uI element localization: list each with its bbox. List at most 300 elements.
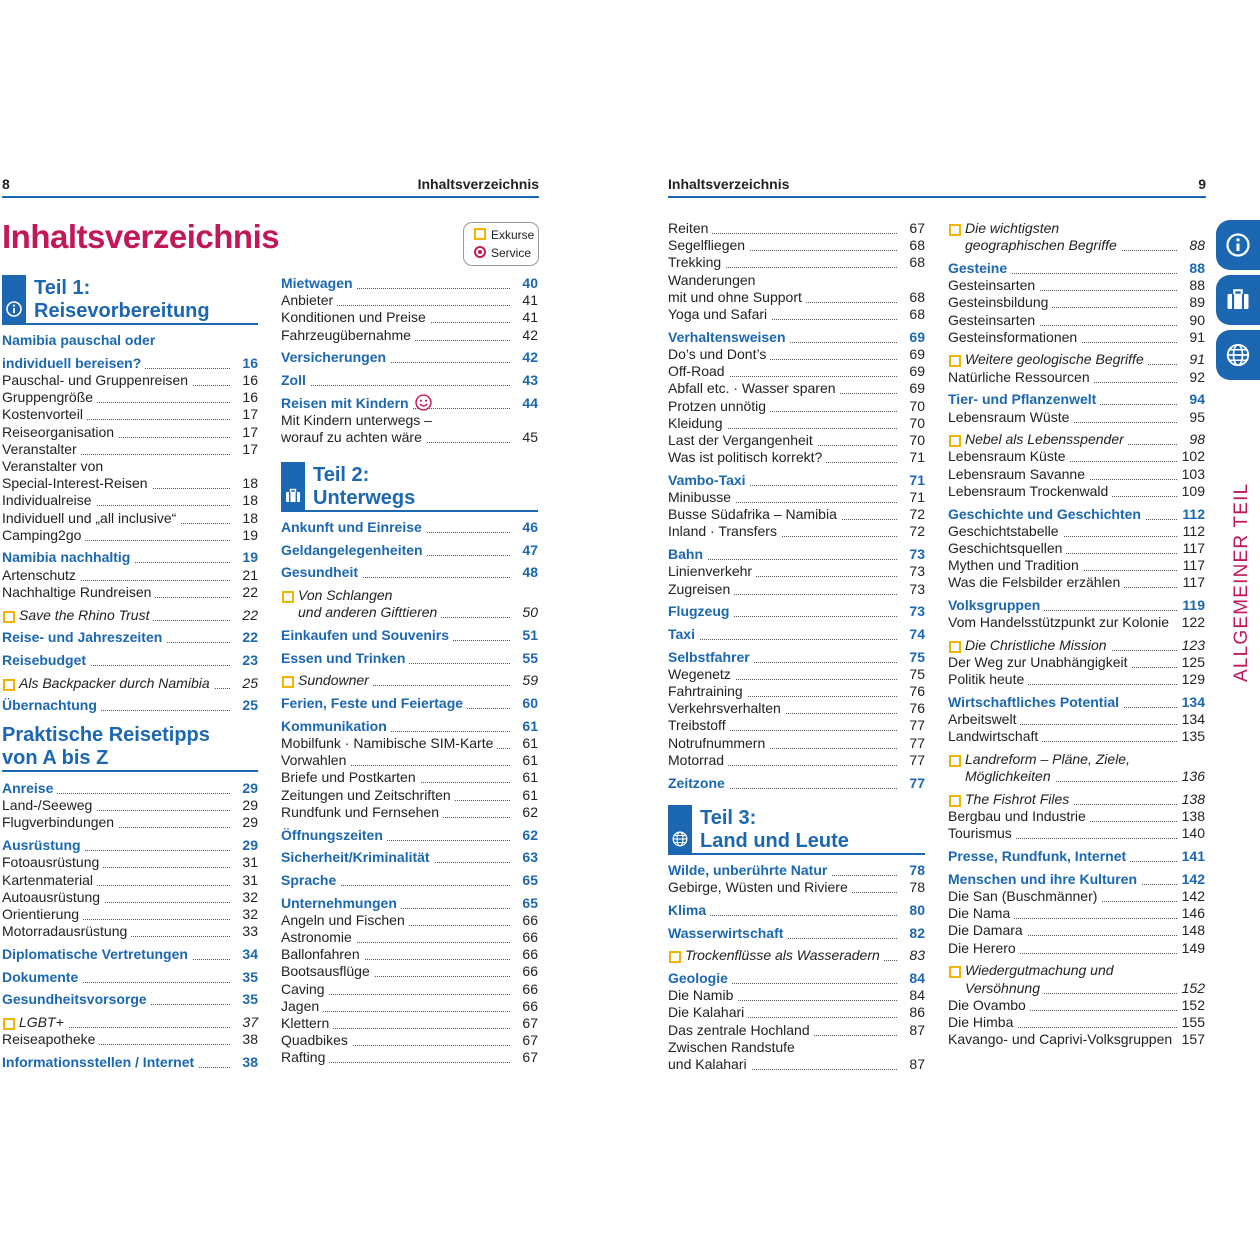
toc-entry[interactable] bbox=[668, 272, 925, 289]
toc-page-number: 29 bbox=[242, 837, 258, 854]
toc-exkurs-entry[interactable] bbox=[2, 675, 258, 692]
toc-entry[interactable] bbox=[2, 567, 258, 584]
toc-heading-entry[interactable] bbox=[2, 991, 258, 1008]
toc-heading-entry[interactable] bbox=[2, 355, 258, 372]
toc-exkurs-entry[interactable] bbox=[281, 604, 538, 621]
service-circle-icon bbox=[474, 246, 486, 258]
toc-entry[interactable] bbox=[2, 510, 258, 527]
toc-exkurs-entry[interactable] bbox=[2, 607, 258, 624]
toc-entry-label bbox=[668, 346, 899, 363]
toc-entry[interactable] bbox=[668, 449, 925, 466]
toc-entry-label bbox=[948, 980, 1179, 997]
toc-entry[interactable] bbox=[668, 346, 925, 363]
toc-page-number: 109 bbox=[1181, 482, 1205, 499]
toc-entry[interactable] bbox=[948, 728, 1205, 745]
toc-entry-label bbox=[668, 925, 899, 942]
toc-entry[interactable] bbox=[668, 380, 925, 397]
toc-entry[interactable] bbox=[948, 888, 1205, 905]
toc-heading-entry[interactable] bbox=[668, 603, 925, 620]
toc-exkurs-entry[interactable] bbox=[2, 1014, 258, 1031]
toc-entry-label bbox=[2, 492, 232, 509]
toc-entry[interactable] bbox=[948, 557, 1205, 574]
toc-entry[interactable] bbox=[948, 614, 1205, 631]
toc-entry[interactable] bbox=[668, 879, 925, 896]
toc-heading-entry[interactable] bbox=[281, 718, 538, 735]
toc-entry-label bbox=[668, 735, 899, 752]
toc-entry-text: Zeitungen und Zeitschriften bbox=[281, 787, 455, 803]
toc-page-number: 88 bbox=[1189, 277, 1205, 294]
toc-entry-label bbox=[281, 429, 512, 446]
toc-page-number: 77 bbox=[909, 734, 925, 751]
toc-entry[interactable] bbox=[948, 409, 1205, 426]
toc-entry-label bbox=[948, 523, 1179, 540]
toc-entry[interactable] bbox=[668, 415, 925, 432]
toc-page-number: 117 bbox=[1182, 574, 1205, 591]
toc-entry[interactable] bbox=[948, 540, 1205, 557]
toc-page-number: 80 bbox=[909, 901, 925, 918]
toc-entry-text: Anbieter bbox=[281, 292, 337, 308]
toc-heading-entry[interactable] bbox=[948, 694, 1205, 711]
toc-heading-entry[interactable] bbox=[2, 629, 258, 646]
toc-entry[interactable] bbox=[668, 717, 925, 734]
toc-entry[interactable] bbox=[948, 997, 1205, 1014]
toc-entry-text: Landwirtschaft bbox=[948, 728, 1042, 744]
toc-entry[interactable] bbox=[668, 306, 925, 323]
toc-entry[interactable] bbox=[668, 1022, 925, 1039]
toc-entry[interactable] bbox=[668, 683, 925, 700]
toc-heading-entry[interactable] bbox=[2, 549, 258, 566]
toc-entry-label bbox=[948, 768, 1179, 785]
toc-exkurs-entry[interactable] bbox=[948, 637, 1205, 654]
toc-entry-label bbox=[948, 654, 1179, 671]
column-4 bbox=[948, 220, 1205, 1080]
toc-page-number: 77 bbox=[909, 774, 925, 791]
toc-entry[interactable] bbox=[948, 825, 1205, 842]
toc-entry-label bbox=[2, 527, 232, 544]
toc-entry-label bbox=[2, 629, 232, 646]
toc-entry[interactable] bbox=[2, 424, 258, 441]
toc-entry[interactable] bbox=[2, 492, 258, 509]
toc-heading-entry[interactable] bbox=[281, 695, 538, 712]
toc-entry-label bbox=[668, 752, 899, 769]
toc-exkurs-entry[interactable] bbox=[948, 768, 1205, 785]
toc-page-number: 65 bbox=[522, 871, 538, 888]
toc-entry-text: Bootsausflüge bbox=[281, 963, 374, 979]
toc-exkurs-entry[interactable] bbox=[281, 672, 538, 689]
toc-entry-label bbox=[281, 349, 512, 366]
toc-entry-text: Versicherungen bbox=[281, 349, 390, 365]
toc-exkurs-entry[interactable] bbox=[948, 351, 1205, 368]
toc-entry[interactable] bbox=[2, 441, 258, 458]
toc-entry[interactable] bbox=[281, 998, 538, 1015]
toc-entry-label bbox=[281, 872, 512, 889]
toc-exkurs-entry[interactable] bbox=[948, 980, 1205, 997]
toc-entry[interactable] bbox=[2, 372, 258, 389]
toc-heading-entry[interactable] bbox=[281, 349, 538, 366]
toc-heading-entry[interactable] bbox=[281, 827, 538, 844]
toc-entry[interactable] bbox=[281, 1032, 538, 1049]
toc-entry[interactable] bbox=[668, 1004, 925, 1021]
toc-entry[interactable] bbox=[948, 922, 1205, 939]
side-tab-unterwegs[interactable] bbox=[1216, 275, 1260, 325]
toc-heading-entry[interactable] bbox=[668, 472, 925, 489]
toc-entry-text: Individuell und „all inclusive“ bbox=[2, 510, 180, 526]
toc-entry-text: Verhaltensweisen bbox=[668, 329, 790, 345]
toc-entry-text: Protzen unnötig bbox=[668, 398, 770, 414]
toc-heading-entry[interactable] bbox=[948, 848, 1205, 865]
toc-entry-label bbox=[668, 449, 899, 466]
toc-page-number: 38 bbox=[242, 1053, 258, 1070]
toc-page-number: 33 bbox=[242, 923, 258, 940]
toc-page-number: 22 bbox=[242, 606, 258, 623]
toc-entry-label bbox=[281, 752, 512, 769]
toc-entry[interactable] bbox=[2, 854, 258, 871]
toc-heading-entry[interactable] bbox=[2, 697, 258, 714]
toc-heading-entry[interactable] bbox=[668, 329, 925, 346]
toc-entry-text: Geschichtsquellen bbox=[948, 540, 1066, 556]
toc-entry[interactable] bbox=[668, 581, 925, 598]
toc-entry[interactable] bbox=[948, 483, 1205, 500]
toc-page-number: 88 bbox=[1189, 259, 1205, 276]
toc-entry-text: Treibstoff bbox=[668, 717, 730, 733]
toc-entry[interactable] bbox=[948, 940, 1205, 957]
toc-entry[interactable] bbox=[668, 987, 925, 1004]
toc-page-number: 149 bbox=[1181, 939, 1205, 956]
toc-heading-entry[interactable] bbox=[281, 542, 538, 559]
toc-page-number: 69 bbox=[909, 345, 925, 362]
toc-page-number: 21 bbox=[242, 566, 258, 583]
side-tab-land-und-leute[interactable] bbox=[1216, 330, 1260, 380]
toc-heading-entry[interactable] bbox=[2, 652, 258, 669]
toc-entry[interactable] bbox=[2, 906, 258, 923]
toc-entry-text: Zeitzone bbox=[668, 775, 729, 791]
toc-entry[interactable] bbox=[281, 912, 538, 929]
toc-entry[interactable] bbox=[948, 369, 1205, 386]
toc-entry[interactable] bbox=[668, 254, 925, 271]
toc-heading-entry[interactable] bbox=[948, 260, 1205, 277]
toc-entry-label bbox=[281, 735, 512, 752]
toc-page-number: 71 bbox=[909, 489, 925, 505]
toc-entry[interactable] bbox=[668, 523, 925, 540]
toc-entry[interactable] bbox=[2, 814, 258, 831]
toc-heading-entry[interactable] bbox=[281, 395, 538, 412]
toc-entry[interactable] bbox=[948, 808, 1205, 825]
legend-exkurse bbox=[474, 227, 534, 243]
toc-entry-label bbox=[948, 922, 1179, 939]
toc-entry-label bbox=[668, 649, 899, 666]
toc-page-number: 31 bbox=[242, 854, 258, 871]
toc-heading-entry[interactable] bbox=[2, 1054, 258, 1071]
toc-entry-text: worauf zu achten wäre bbox=[281, 429, 426, 445]
toc-entry[interactable] bbox=[668, 666, 925, 683]
toc-entry[interactable] bbox=[2, 872, 258, 889]
toc-entry[interactable] bbox=[2, 406, 258, 423]
toc-entry[interactable] bbox=[2, 923, 258, 940]
toc-entry[interactable] bbox=[948, 329, 1205, 346]
toc-heading-entry[interactable] bbox=[2, 780, 258, 797]
toc-entry-label bbox=[2, 332, 232, 349]
toc-heading-entry[interactable] bbox=[948, 506, 1205, 523]
toc-entry[interactable] bbox=[948, 1014, 1205, 1031]
toc-entry-label bbox=[2, 584, 232, 601]
toc-heading-entry[interactable] bbox=[948, 597, 1205, 614]
toc-heading-entry[interactable] bbox=[948, 391, 1205, 408]
toc-entry-label bbox=[281, 627, 512, 644]
toc-entry[interactable] bbox=[668, 237, 925, 254]
toc-exkurs-entry[interactable] bbox=[668, 947, 925, 964]
toc-heading-entry[interactable] bbox=[281, 895, 538, 912]
toc-entry[interactable] bbox=[948, 312, 1205, 329]
toc-entry[interactable] bbox=[281, 292, 538, 309]
toc-page-number: 68 bbox=[909, 254, 925, 271]
toc-entry[interactable] bbox=[668, 220, 925, 237]
toc-exkurs-entry[interactable] bbox=[948, 791, 1205, 808]
toc-entry-label bbox=[948, 294, 1179, 311]
toc-entry-text: Einkaufen und Souvenirs bbox=[281, 627, 453, 643]
toc-entry-label bbox=[948, 329, 1179, 346]
toc-entry-text: Klima bbox=[668, 902, 710, 918]
toc-entry[interactable] bbox=[281, 327, 538, 344]
toc-exkurs-entry[interactable] bbox=[948, 220, 1205, 237]
toc-entry-label bbox=[2, 389, 232, 406]
toc-entry-text: Trekking bbox=[668, 254, 725, 270]
toc-entry[interactable] bbox=[281, 963, 538, 980]
toc-heading-entry[interactable] bbox=[281, 372, 538, 389]
toc-page-number: 119 bbox=[1182, 597, 1205, 613]
toc-entry-label bbox=[948, 751, 1179, 768]
toc-entry[interactable] bbox=[948, 294, 1205, 311]
toc-page-number: 60 bbox=[522, 695, 538, 712]
toc-entry-label bbox=[948, 825, 1179, 842]
toc-entry[interactable] bbox=[668, 752, 925, 769]
toc-entry-text: Reise- und Jahreszeiten bbox=[2, 629, 166, 645]
toc-heading-entry[interactable] bbox=[281, 627, 538, 644]
toc-page-number: 76 bbox=[909, 683, 925, 699]
teil-3-heading bbox=[668, 805, 925, 855]
toc-entry[interactable] bbox=[668, 1056, 925, 1073]
toc-heading-entry[interactable] bbox=[281, 519, 538, 536]
toc-entry[interactable] bbox=[2, 584, 258, 601]
toc-page-number: 66 bbox=[522, 911, 538, 928]
toc-entry-text: Verkehrsverhalten bbox=[668, 700, 785, 716]
toc-entry[interactable] bbox=[2, 889, 258, 906]
toc-entry-text: Sprache bbox=[281, 872, 340, 888]
toc-heading-entry[interactable] bbox=[668, 862, 925, 879]
toc-entry-text: Abfall etc. · Wasser sparen bbox=[668, 380, 840, 396]
toc-entry-label bbox=[948, 694, 1179, 711]
toc-entry-label bbox=[2, 424, 232, 441]
toc-entry-label bbox=[281, 309, 512, 326]
toc-entry-text: Briefe und Postkarten bbox=[281, 769, 420, 785]
toc-entry-label bbox=[948, 597, 1179, 614]
toc-entry[interactable] bbox=[281, 1015, 538, 1032]
toc-entry[interactable] bbox=[281, 946, 538, 963]
toc-entry[interactable] bbox=[948, 466, 1205, 483]
toc-exkurs-entry[interactable] bbox=[948, 751, 1205, 768]
toc-entry[interactable] bbox=[281, 769, 538, 786]
toc-entry-text: Die Himba bbox=[948, 1014, 1017, 1030]
toc-heading-entry[interactable] bbox=[281, 872, 538, 889]
toc-entry-label bbox=[668, 306, 899, 323]
toc-entry[interactable] bbox=[948, 905, 1205, 922]
toc-entry-text: Geldangelegenheiten bbox=[281, 542, 427, 558]
toc-entry[interactable] bbox=[281, 787, 538, 804]
toc-entry-text: Busse Südafrika – Namibia bbox=[668, 506, 841, 522]
toc-page-number: 92 bbox=[1189, 368, 1205, 385]
toc-entry[interactable] bbox=[2, 527, 258, 544]
exkurs-square-icon bbox=[3, 1018, 15, 1030]
toc-entry[interactable] bbox=[948, 277, 1205, 294]
toc-page-number: 90 bbox=[1189, 311, 1205, 328]
toc-entry-label bbox=[668, 254, 899, 271]
toc-entry-label bbox=[668, 415, 899, 432]
toc-heading-entry[interactable] bbox=[668, 626, 925, 643]
toc-heading-entry[interactable] bbox=[281, 564, 538, 581]
toc-entry[interactable] bbox=[948, 671, 1205, 688]
toc-entry-text: Politik heute bbox=[948, 671, 1028, 687]
toc-entry-label bbox=[281, 519, 512, 536]
toc-entry-text: Linienverkehr bbox=[668, 563, 756, 579]
toc-entry-label bbox=[668, 563, 899, 580]
toc-page-number: 69 bbox=[909, 363, 925, 380]
toc-heading-entry[interactable] bbox=[668, 970, 925, 987]
toc-entry-label bbox=[2, 652, 232, 669]
toc-entry[interactable] bbox=[281, 412, 538, 429]
teil-3-number: Teil 3: bbox=[700, 807, 757, 829]
toc-page-number: 84 bbox=[909, 970, 925, 986]
side-tab-info[interactable] bbox=[1216, 220, 1260, 270]
toc-page-number: 31 bbox=[242, 871, 258, 888]
toc-entry[interactable] bbox=[281, 735, 538, 752]
toc-entry[interactable] bbox=[281, 752, 538, 769]
toc-entry-label bbox=[2, 780, 232, 797]
toc-entry[interactable] bbox=[281, 804, 538, 821]
toc-entry[interactable] bbox=[668, 700, 925, 717]
toc-entry[interactable] bbox=[668, 398, 925, 415]
toc-entry[interactable] bbox=[281, 429, 538, 446]
toc-page-number: 87 bbox=[909, 1021, 925, 1038]
toc-entry-label bbox=[948, 637, 1179, 654]
toc-entry-text: Lebensraum Wüste bbox=[948, 409, 1073, 425]
toc-page-number: 55 bbox=[522, 649, 538, 666]
toc-heading-entry[interactable] bbox=[2, 946, 258, 963]
exkurs-square-icon bbox=[949, 641, 961, 653]
toc-page-number: 95 bbox=[1189, 408, 1205, 425]
toc-heading-entry[interactable] bbox=[2, 969, 258, 986]
toc-entry[interactable] bbox=[668, 432, 925, 449]
toc-heading-entry[interactable] bbox=[668, 902, 925, 919]
toc-entry-label bbox=[668, 603, 899, 620]
toc-entry-label bbox=[281, 650, 512, 667]
toc-entry[interactable] bbox=[281, 1049, 538, 1066]
toc-entry-label bbox=[2, 854, 232, 871]
toc-entry-text: Autoausrüstung bbox=[2, 889, 104, 905]
toc-entry-label bbox=[2, 607, 232, 624]
toc-entry[interactable] bbox=[948, 654, 1205, 671]
toc-entry-text: Vambo-Taxi bbox=[668, 472, 750, 488]
toc-page-number: 74 bbox=[909, 625, 925, 642]
toc-heading-entry[interactable] bbox=[668, 546, 925, 563]
toc-heading-entry[interactable] bbox=[948, 871, 1205, 888]
side-label bbox=[1216, 446, 1260, 682]
toc-entry[interactable] bbox=[948, 574, 1205, 591]
toc-page-number: 73 bbox=[909, 580, 925, 597]
toc-page-number: 66 bbox=[522, 963, 538, 980]
toc-entry[interactable] bbox=[281, 309, 538, 326]
toc-entry[interactable] bbox=[668, 506, 925, 523]
right-page-header bbox=[668, 176, 1206, 198]
toc-entry[interactable] bbox=[948, 711, 1205, 728]
toc-entry[interactable] bbox=[2, 475, 258, 492]
toc-entry[interactable] bbox=[668, 363, 925, 380]
toc-entry-text: Namibia pauschal oder bbox=[2, 332, 159, 348]
toc-entry[interactable] bbox=[2, 797, 258, 814]
toc-entry-label bbox=[948, 557, 1179, 574]
toc-entry-label bbox=[2, 549, 232, 566]
toc-entry[interactable] bbox=[668, 289, 925, 306]
toc-entry-label bbox=[948, 369, 1179, 386]
toc-entry[interactable] bbox=[281, 981, 538, 998]
toc-entry[interactable] bbox=[668, 489, 925, 506]
toc-heading-entry[interactable] bbox=[281, 849, 538, 866]
toc-exkurs-entry[interactable] bbox=[948, 237, 1205, 254]
toc-page-number: 37 bbox=[242, 1013, 258, 1030]
toc-exkurs-entry[interactable] bbox=[948, 431, 1205, 448]
toc-entry[interactable] bbox=[281, 929, 538, 946]
toc-page-number: 22 bbox=[242, 629, 258, 646]
toc-entry[interactable] bbox=[2, 389, 258, 406]
exkurs-square-icon bbox=[282, 591, 294, 603]
toc-entry-text: Minibusse bbox=[668, 489, 735, 505]
toc-page-number: 152 bbox=[1181, 996, 1205, 1013]
toc-heading-entry[interactable] bbox=[2, 837, 258, 854]
toc-entry[interactable] bbox=[2, 1031, 258, 1048]
toc-entry-text: Zoll bbox=[281, 372, 310, 388]
toc-entry-text: Angeln und Fischen bbox=[281, 912, 409, 928]
toc-exkurs-entry[interactable] bbox=[281, 587, 538, 604]
toc-entry-label bbox=[948, 997, 1179, 1014]
toc-entry-label bbox=[668, 947, 899, 964]
toc-heading-entry[interactable] bbox=[281, 650, 538, 667]
toc-entry-label bbox=[948, 237, 1179, 254]
toc-entry[interactable] bbox=[2, 458, 258, 475]
toc-entry[interactable] bbox=[948, 1031, 1205, 1048]
toc-entry-text: Die Herero bbox=[948, 940, 1020, 956]
exkurs-square-icon bbox=[949, 435, 961, 447]
toc-heading-entry[interactable] bbox=[668, 775, 925, 792]
toc-page-number: 69 bbox=[909, 380, 925, 397]
toc-entry-text: Kleidung bbox=[668, 415, 727, 431]
toc-entry-text: geographischen Begriffe bbox=[948, 237, 1121, 253]
toc-entry[interactable] bbox=[668, 563, 925, 580]
toc-page-number: 47 bbox=[522, 541, 538, 558]
toc-heading-entry[interactable] bbox=[281, 275, 538, 292]
toc-exkurs-entry[interactable] bbox=[948, 962, 1205, 979]
toc-entry-text: Gesundheit bbox=[281, 564, 362, 580]
toc-entry[interactable] bbox=[948, 523, 1205, 540]
toc-entry-label bbox=[281, 718, 512, 735]
toc-entry[interactable] bbox=[668, 1039, 925, 1056]
toc-heading-entry[interactable] bbox=[668, 649, 925, 666]
toc-entry-text: Flugzeug bbox=[668, 603, 733, 619]
toc-heading-entry[interactable] bbox=[2, 332, 258, 349]
toc-entry[interactable] bbox=[668, 735, 925, 752]
toc-page-number: 146 bbox=[1181, 905, 1205, 922]
toc-heading-entry[interactable] bbox=[668, 925, 925, 942]
toc-entry[interactable] bbox=[948, 448, 1205, 465]
column-3 bbox=[668, 220, 925, 1080]
toc-entry-label bbox=[281, 946, 512, 963]
